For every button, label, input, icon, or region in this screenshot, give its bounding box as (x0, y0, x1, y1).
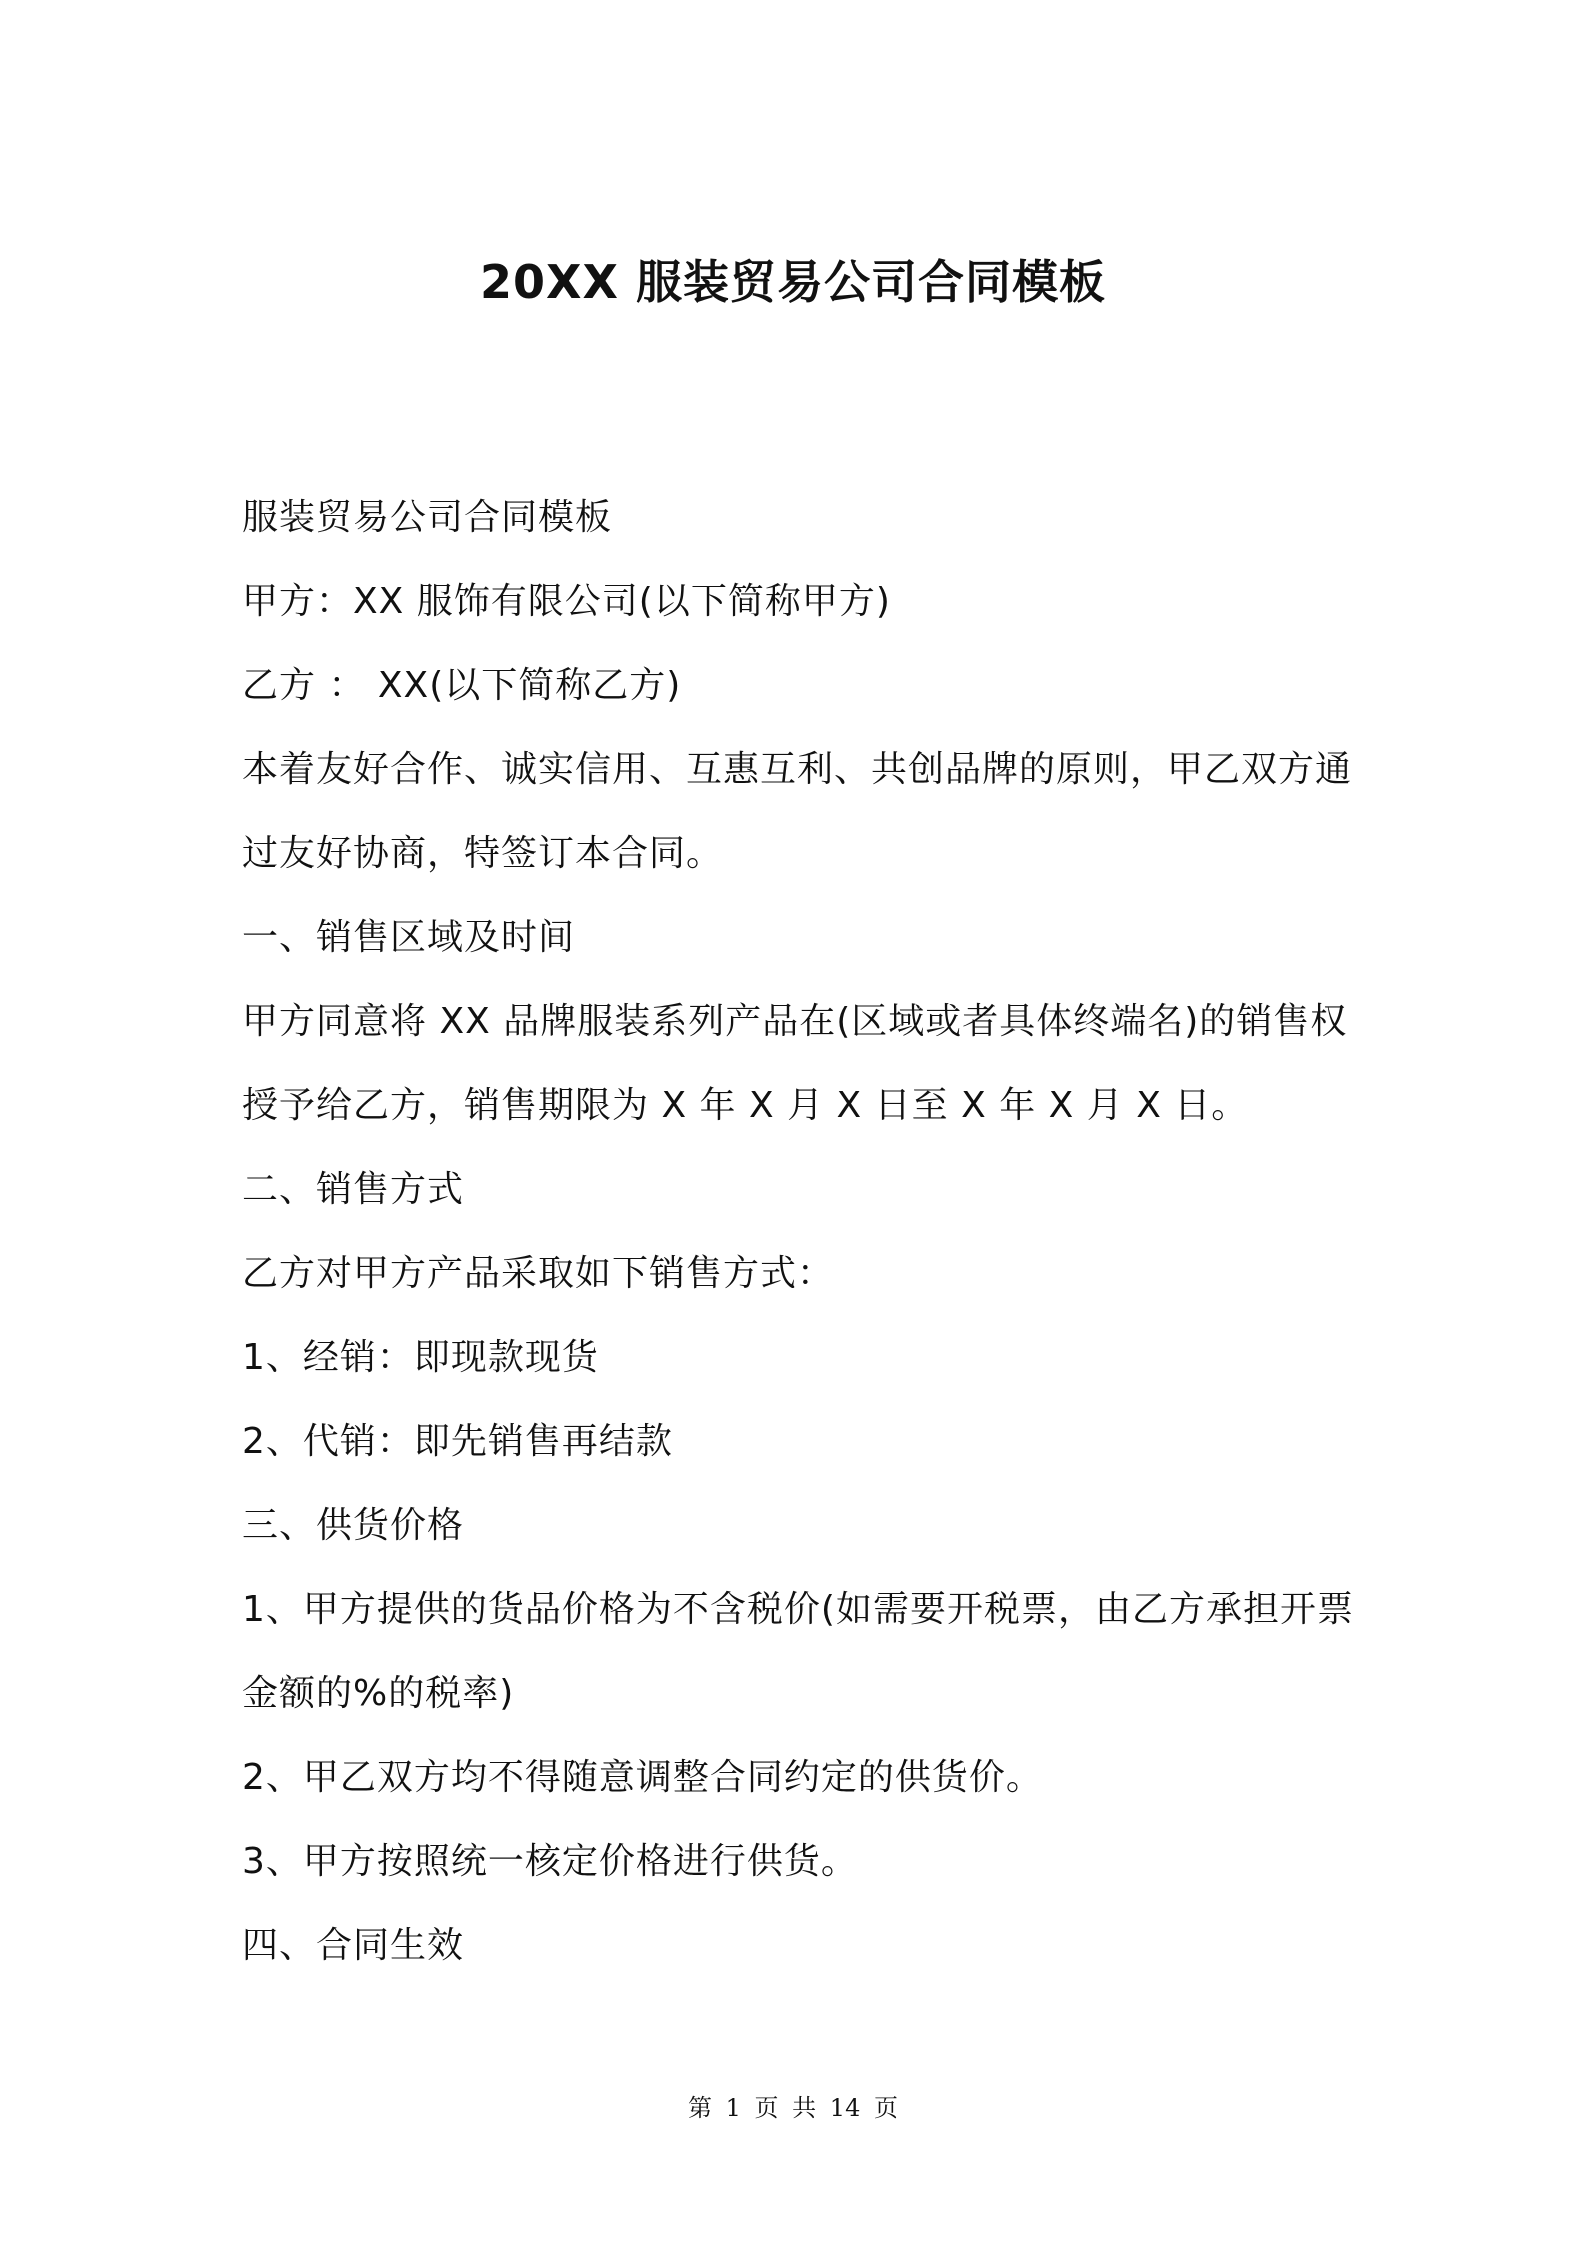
page-number-footer: 第 1 页 共 14 页 (688, 2094, 898, 2122)
section-3-heading: 三、供货价格 (242, 1505, 465, 1546)
section-3-item-1a: 1、甲方提供的货品价格为不含税价(如需要开税票，由乙方承担开票 (242, 1589, 1354, 1630)
document-title: 20XX 服装贸易公司合同模板 (480, 255, 1106, 309)
section-2-heading: 二、销售方式 (242, 1169, 465, 1210)
preamble-line-2: 过友好协商，特签订本合同。 (242, 833, 724, 874)
doc-subtitle: 服装贸易公司合同模板 (242, 497, 613, 538)
section-4-heading: 四、合同生效 (242, 1925, 465, 1966)
section-3-item-3: 3、甲方按照统一核定价格进行供货。 (242, 1841, 858, 1882)
party-a: 甲方：XX 服饰有限公司(以下简称甲方) (242, 581, 891, 622)
section-1-heading: 一、销售区域及时间 (242, 917, 576, 958)
section-2-item-2: 2、代销：即先销售再结款 (242, 1421, 673, 1462)
party-b: 乙方 ： XX(以下简称乙方) (242, 665, 682, 706)
section-1-text-1: 甲方同意将 XX 品牌服装系列产品在(区域或者具体终端名)的销售权 (242, 1001, 1348, 1042)
section-3-item-1b: 金额的%的税率) (242, 1673, 515, 1714)
section-2-intro: 乙方对甲方产品采取如下销售方式： (242, 1253, 835, 1294)
preamble-line-1: 本着友好合作、诚实信用、互惠互利、共创品牌的原则，甲乙双方通 (242, 749, 1353, 790)
section-1-text-2: 授予给乙方，销售期限为 X 年 X 月 X 日至 X 年 X 月 X 日。 (242, 1085, 1249, 1126)
section-2-item-1: 1、经销：即现款现货 (242, 1337, 599, 1378)
section-3-item-2: 2、甲乙双方均不得随意调整合同约定的供货价。 (242, 1757, 1043, 1798)
